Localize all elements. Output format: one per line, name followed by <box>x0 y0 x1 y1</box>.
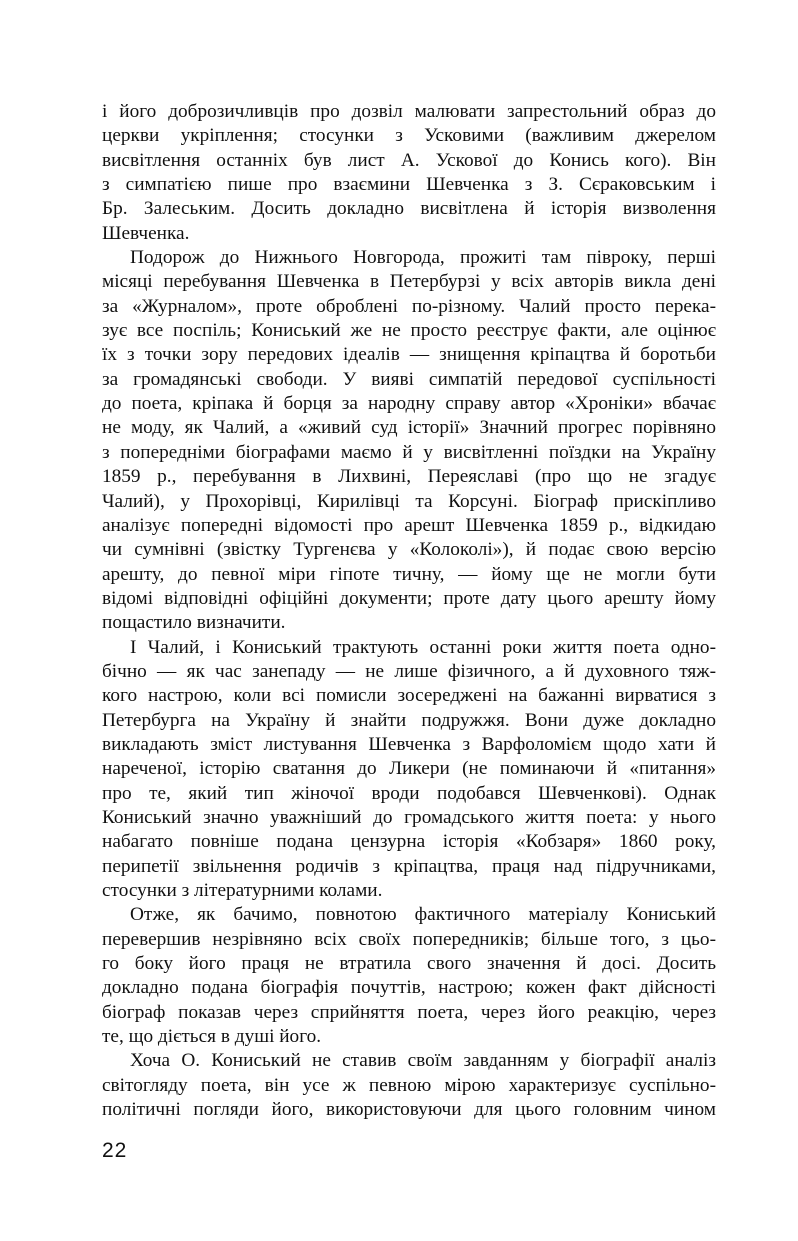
text-line: го боку його праця не втратила свого значення й досі. Досить <box>102 953 716 975</box>
text-line: біограф показав через сприйняття поета, через його реакцію, через <box>102 1001 716 1023</box>
text-line: стосунки з літературними колами. <box>102 880 383 901</box>
text-line: аналізує попередні відомості про арешт Шевченка 1859 р., відкидаю <box>102 514 716 536</box>
text-line: зує все поспіль; Кониський же не просто реєструє факти, але оцінює <box>102 320 716 342</box>
text-line: бічно — як час занепаду — не лише фізичного, а й духовного тяж- <box>102 660 716 682</box>
text-line: перипетії звільнення родичів з кріпацтва, праця над підручниками, <box>102 855 716 877</box>
text-line: 1859 р., перебування в Лихвині, Переяславі (про що не згадує <box>102 466 716 488</box>
text-line: Бр. Залеським. Досить докладно висвітлена й історія визволення <box>102 198 716 220</box>
text-line: висвітлення останніх був лист А. Ускової до Конись кого). Він <box>102 149 716 171</box>
text-line: те, що діється в душі його. <box>102 1026 322 1048</box>
text-line: про те, який тип жіночої вроди подобався Шевченкові). Однак <box>102 782 716 804</box>
text-line: за громадянські свободи. У вияві симпатій передової суспільності <box>102 368 716 390</box>
text-line: місяці перебування Шевченка в Петербурзі у всіх авторів викла дені <box>102 271 716 293</box>
text-line: набагато повніше подана цензурна історія «Кобзаря» 1860 року, <box>102 831 716 853</box>
text-line: з попередніми біографами маємо й у висвітленні поїздки на Україну <box>102 441 716 463</box>
text-line: і його доброзичливців про дозвіл малювати запрестольний образ до <box>102 101 716 122</box>
text-line: Шевченка. <box>102 222 190 244</box>
text-line: чи сумнівні (звістку Тургенєва у «Колоколі»), й подає свою версію <box>102 539 716 561</box>
text-line: політичні погляди його, використовуючи для цього головним чином <box>102 1099 716 1121</box>
text-line: Чалий), у Прохорівці, Кирилівці та Корсуні. Біограф прискіпливо <box>102 490 716 512</box>
page-number: 22 <box>102 1139 128 1162</box>
text-line: до поета, кріпака й борця за народну справу автор «Хроніки» вбачає <box>102 393 716 415</box>
text-line: І Чалий, і Кониський трактують останні роки життя поета одно- <box>130 636 716 658</box>
text-line: кого настрою, коли всі помисли зосереджені на бажанні вирватися з <box>102 685 716 707</box>
text-line: за «Журналом», проте оброблені по-різному. Чалий просто перека- <box>102 295 716 317</box>
text-line: Кониський значно уважніший до громадського життя поета: у нього <box>102 806 716 828</box>
text-line: світогляду поета, він усе ж певною мірою характеризує суспільно- <box>102 1074 716 1096</box>
text-line: Подорож до Нижнього Новгорода, прожиті там півроку, перші <box>130 247 716 269</box>
text-line: церкви укріплення; стосунки з Усковими (важливим джерелом <box>102 125 716 147</box>
text-line: арешту, до певної міри гіпоте тичну, — йому ще не могли бути <box>102 563 716 585</box>
text-line: не моду, як Чалий, а «живий суд історії» Значний прогрес порівняно <box>102 417 716 439</box>
text-line: Отже, як бачимо, повнотою фактичного матеріалу Кониський <box>130 904 716 926</box>
text-line: нареченої, історію сватання до Ликери (не поминаючи й «питання» <box>102 758 716 780</box>
text-line: викладають зміст листування Шевченка з Варфоломієм щодо хати й <box>102 733 716 755</box>
body-text <box>102 100 716 1122</box>
text-line: перевершив незрівняно всіх своїх попередників; більше того, з цьо- <box>102 928 716 950</box>
text-line: відомі відповідні офіційні документи; проте дату цього арешту йому <box>102 587 716 609</box>
text-line: їх з точки зору передових ідеалів — знищення кріпацтва й боротьби <box>102 344 716 366</box>
text-line: докладно подана біографія почуттів, настрою; кожен факт дійсності <box>102 977 716 999</box>
text-line: з симпатією пише про взаємини Шевченка з З. Сєраковським і <box>102 174 716 196</box>
text-line: пощастило визначити. <box>102 612 286 634</box>
text-line: Хоча О. Кониський не ставив своїм завданням у біографії аналіз <box>130 1050 716 1072</box>
text-line: Петербурга на Україну й знайти подружжя. Вони дуже докладно <box>102 709 716 731</box>
